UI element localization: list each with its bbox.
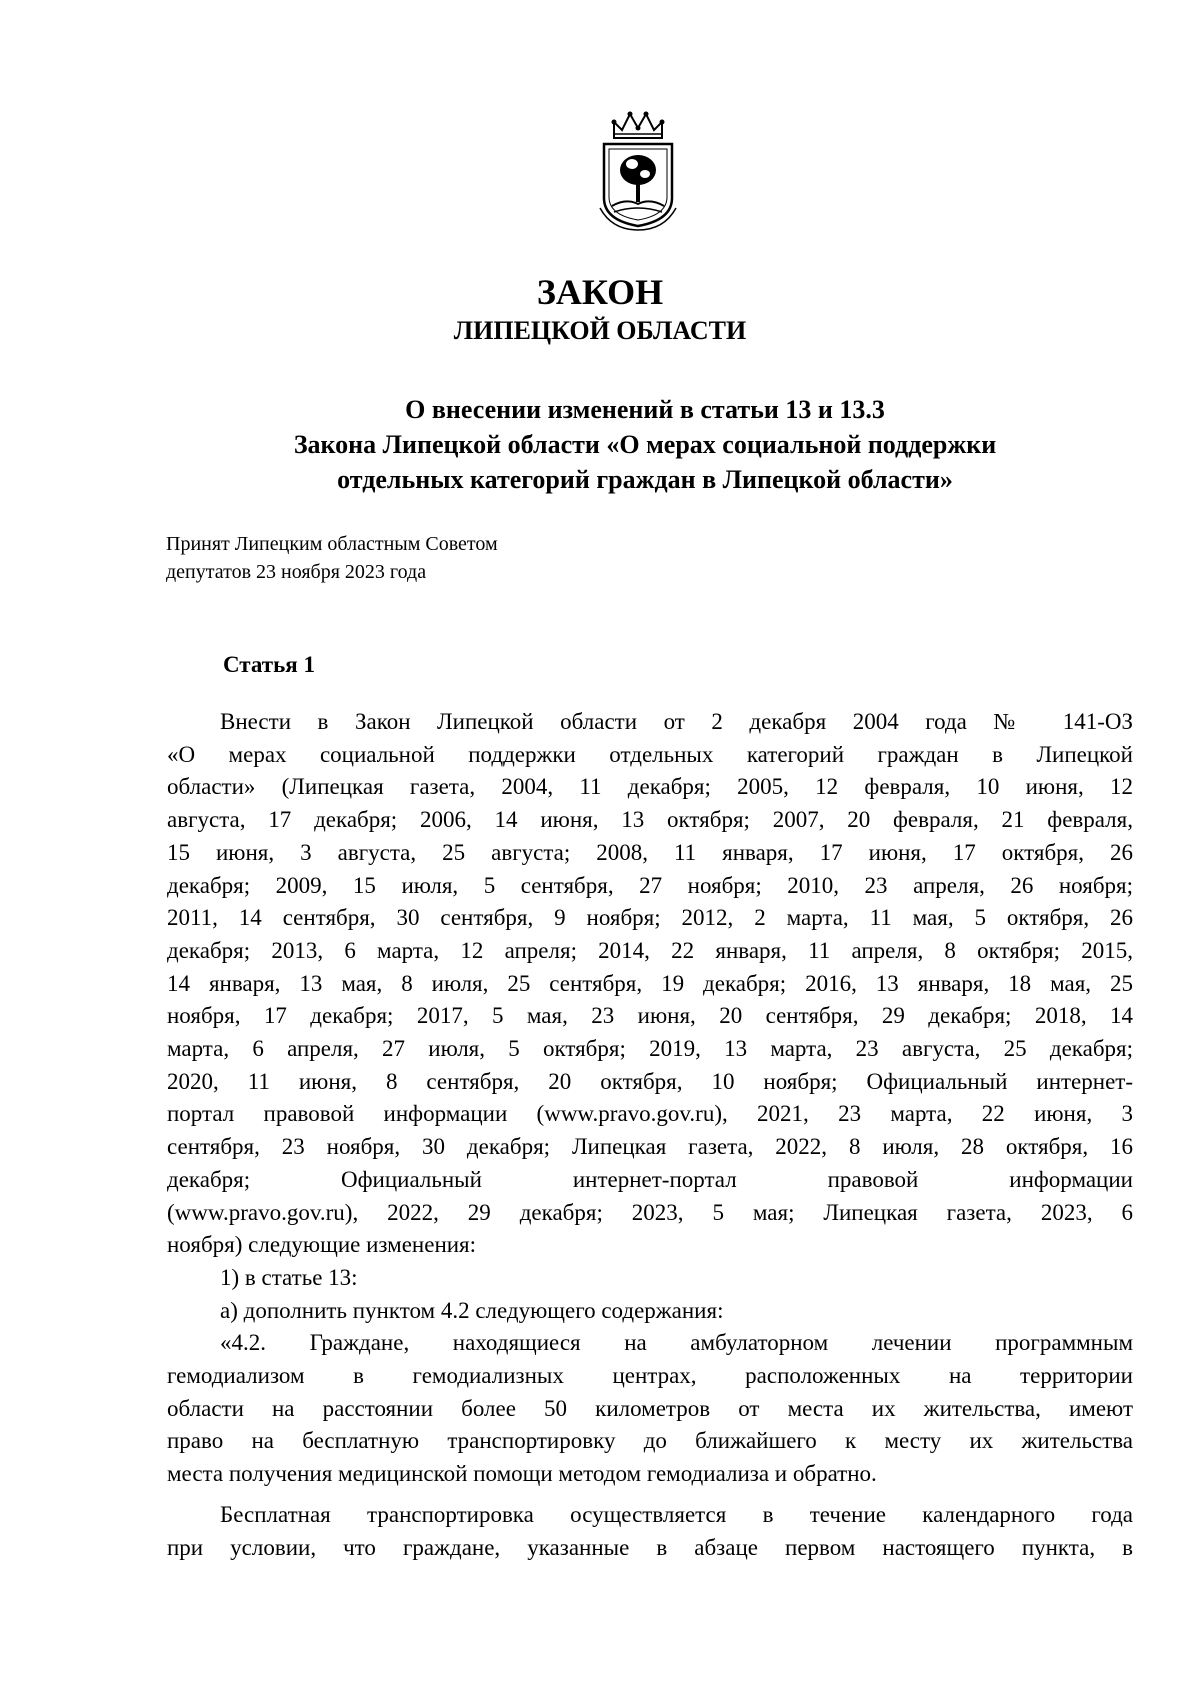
law-title xyxy=(160,392,1130,497)
text-line: ноября) следующие изменения: xyxy=(167,1232,477,1258)
text-line: области на расстоянии более 50 километров от места их жительства, имеют xyxy=(167,1395,1133,1421)
text-line: места получения медицинской помощи методом гемодиализа и обратно. xyxy=(167,1461,877,1487)
adoption-note xyxy=(166,530,498,586)
text-line: 14 января, 13 мая, 8 июля, 25 сентября, 19 декабря; 2016, 13 января, 18 мая, 25 xyxy=(167,970,1133,996)
list-item: 1) в статье 13: xyxy=(220,1264,358,1290)
text-line: портал правовой информации (www.pravo.gov.ru), 2021, 23 марта, 22 июня, 3 xyxy=(167,1101,1133,1127)
article-heading: Статья 1 xyxy=(223,652,315,677)
law-title-line: О внесении изменений в статьи 13 и 13.3 xyxy=(405,395,885,424)
text-line: декабря; Официальный интернет-портал правовой информации xyxy=(167,1166,1133,1192)
text-line: сентября, 23 ноября, 30 декабря; Липецкая газета, 2022, 8 июля, 28 октября, 16 xyxy=(167,1134,1133,1160)
text-line: 15 июня, 3 августа, 25 августа; 2008, 11 января, 17 июня, 17 октября, 26 xyxy=(167,839,1133,865)
text-line: декабря; 2013, 6 марта, 12 апреля; 2014, 22 января, 11 апреля, 8 октября; 2015, xyxy=(167,937,1133,963)
adoption-line: депутатов 23 ноября 2023 года xyxy=(166,561,427,583)
text-line: право на бесплатную транспортировку до ближайшего к месту их жительства xyxy=(167,1428,1133,1454)
text-line: «О мерах социальной поддержки отдельных категорий граждан в Липецкой xyxy=(167,741,1133,767)
text-line: при условии, что граждане, указанные в абзаце первом настоящего пункта, в xyxy=(167,1534,1133,1560)
text-line: области» (Липецкая газета, 2004, 11 декабря; 2005, 12 февраля, 10 июня, 12 xyxy=(167,774,1133,800)
article-body xyxy=(167,706,1133,1564)
text-line: Бесплатная транспортировка осуществляется в течение календарного года xyxy=(220,1501,1133,1527)
text-line: 2011, 14 сентября, 30 сентября, 9 ноября; 2012, 2 марта, 11 мая, 5 октября, 26 xyxy=(167,905,1133,931)
text-line: декабря; 2009, 15 июля, 5 сентября, 27 ноября; 2010, 23 апреля, 26 ноября; xyxy=(167,872,1133,898)
coat-of-arms-icon xyxy=(592,108,684,232)
adoption-line: Принят Липецким областным Советом xyxy=(166,533,498,555)
document-title: ЗАКОН xyxy=(536,272,664,312)
text-line: августа, 17 декабря; 2006, 14 июня, 13 октября; 2007, 20 февраля, 21 февраля, xyxy=(167,807,1133,833)
document-subtitle: ЛИПЕЦКОЙ ОБЛАСТИ xyxy=(453,316,747,345)
law-title-line: отдельных категорий граждан в Липецкой области» xyxy=(337,465,953,494)
law-title-line: Закона Липецкой области «О мерах социальной поддержки xyxy=(293,430,997,459)
text-line: 2020, 11 июня, 8 сентября, 20 октября, 10 ноября; Официальный интернет- xyxy=(167,1068,1133,1094)
text-line: (www.pravo.gov.ru), 2022, 29 декабря; 2023, 5 мая; Липецкая газета, 2023, 6 xyxy=(167,1199,1133,1225)
text-line: «4.2. Граждане, находящиеся на амбулаторном лечении программным xyxy=(220,1330,1133,1356)
text-line: ноября, 17 декабря; 2017, 5 мая, 23 июня, 20 сентября, 29 декабря; 2018, 14 xyxy=(167,1003,1133,1029)
text-line: гемодиализом в гемодиализных центрах, расположенных на территории xyxy=(167,1363,1133,1389)
text-line: марта, 6 апреля, 27 июля, 5 октября; 2019, 13 марта, 23 августа, 25 декабря; xyxy=(167,1036,1133,1062)
list-item: а) дополнить пунктом 4.2 следующего содержания: xyxy=(220,1297,724,1323)
text-line: Внести в Закон Липецкой области от 2 декабря 2004 года № 141-ОЗ xyxy=(220,709,1133,734)
